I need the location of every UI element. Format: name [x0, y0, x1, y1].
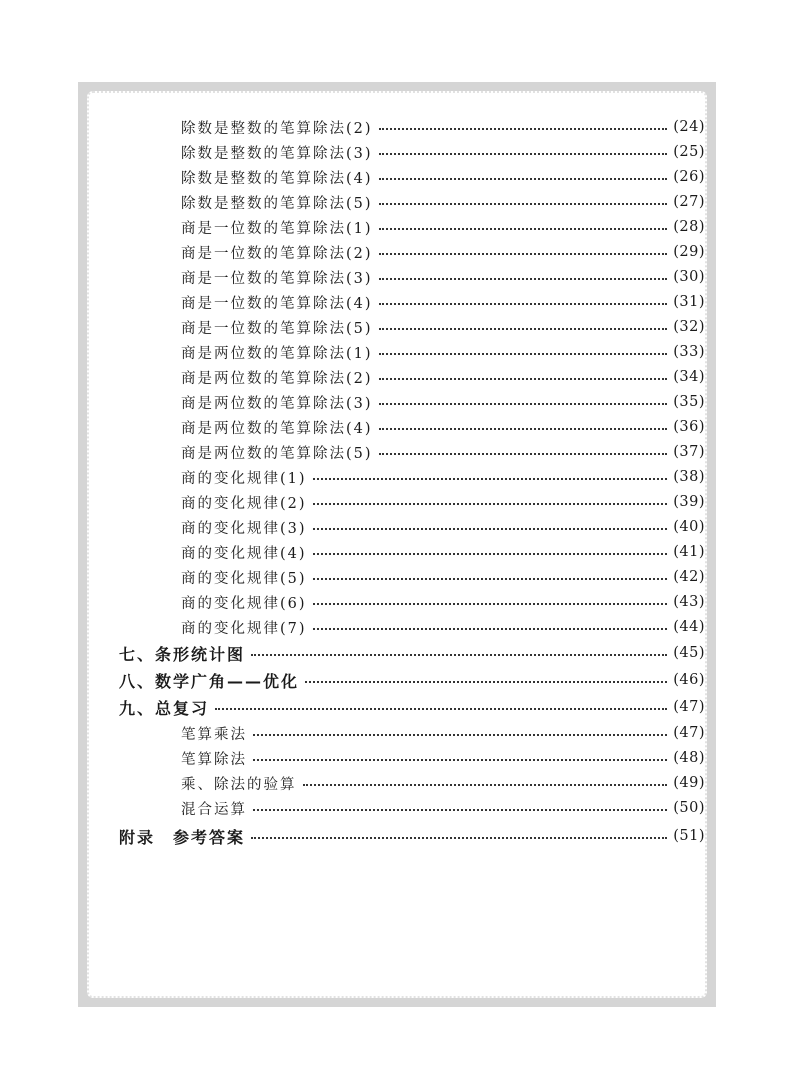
dot-leader: [379, 253, 668, 255]
toc-entry-title: 七、条形统计图: [119, 644, 246, 664]
dot-leader: [253, 734, 667, 736]
toc-entry-title: 商的变化规律(2): [181, 495, 307, 512]
toc-entry-title: 商是一位数的笔算除法(4): [181, 295, 373, 312]
toc-entry-title: 除数是整数的笔算除法(4): [181, 170, 373, 187]
dot-leader: [379, 278, 668, 280]
toc-entry-title: 笔算乘法: [181, 726, 247, 743]
toc-page-number: (42): [673, 569, 705, 585]
toc-page-number: (46): [673, 672, 705, 688]
dot-leader: [379, 328, 668, 330]
dot-leader: [379, 403, 668, 405]
toc-entry[interactable]: [181, 191, 705, 213]
toc-page-number: (44): [673, 619, 705, 635]
dot-leader: [379, 453, 668, 455]
toc-entry[interactable]: [181, 491, 705, 513]
toc-page-number: (51): [673, 828, 705, 844]
toc-page-number: (41): [673, 544, 705, 560]
dot-leader: [215, 708, 667, 710]
toc-entry[interactable]: [181, 772, 705, 794]
dot-leader: [379, 428, 668, 430]
dot-leader: [303, 784, 668, 786]
toc-page-number: (36): [673, 419, 705, 435]
dot-leader: [379, 228, 668, 230]
toc-entry[interactable]: [181, 316, 705, 338]
toc-entry[interactable]: [181, 797, 705, 819]
toc-page-number: (47): [673, 725, 705, 741]
toc-entry[interactable]: [181, 266, 705, 288]
toc-entry-title: 商是两位数的笔算除法(2): [181, 370, 373, 387]
toc-entry-title: 商是两位数的笔算除法(1): [181, 345, 373, 362]
toc-entry-title: 商的变化规律(5): [181, 570, 307, 587]
toc-page-number: (35): [673, 394, 705, 410]
toc-entry[interactable]: [181, 566, 705, 588]
toc-page-number: (37): [673, 444, 705, 460]
toc-entry[interactable]: [181, 391, 705, 413]
toc-entry-title: 商是两位数的笔算除法(3): [181, 395, 373, 412]
dot-leader: [379, 178, 668, 180]
dot-leader: [253, 759, 667, 761]
toc-entry[interactable]: [181, 516, 705, 538]
toc-page-number: (40): [673, 519, 705, 535]
toc-entry[interactable]: [181, 216, 705, 238]
dot-leader: [313, 603, 668, 605]
dot-leader: [253, 809, 667, 811]
dot-leader: [251, 654, 667, 656]
toc-entry-title: 商的变化规律(3): [181, 520, 307, 537]
toc-entry-title: 商是两位数的笔算除法(4): [181, 420, 373, 437]
dot-leader: [379, 128, 668, 130]
toc-page-number: (28): [673, 219, 705, 235]
toc-page-number: (24): [673, 119, 705, 135]
toc-entry-title: 商是一位数的笔算除法(3): [181, 270, 373, 287]
toc-entry-title: 笔算除法: [181, 751, 247, 768]
toc-entry-title: 商的变化规律(6): [181, 595, 307, 612]
dot-leader: [313, 628, 668, 630]
dot-leader: [379, 203, 668, 205]
toc-entry[interactable]: [181, 116, 705, 138]
toc-entry-title: 混合运算: [181, 801, 247, 818]
toc-page-number: (32): [673, 319, 705, 335]
toc-entry[interactable]: [181, 747, 705, 769]
toc-entry[interactable]: [181, 591, 705, 613]
dot-leader: [305, 681, 667, 683]
toc-entry-title: 商是一位数的笔算除法(2): [181, 245, 373, 262]
toc-page-number: (33): [673, 344, 705, 360]
toc-section-entry[interactable]: [119, 696, 705, 718]
dot-leader: [313, 528, 668, 530]
dot-leader: [379, 378, 668, 380]
toc-entry-title: 附录 参考答案: [119, 827, 246, 847]
toc-entry[interactable]: [181, 241, 705, 263]
toc-entry[interactable]: [181, 466, 705, 488]
toc-page-number: (49): [673, 775, 705, 791]
page-frame: [78, 82, 716, 1007]
toc-entry-title: 商的变化规律(4): [181, 545, 307, 562]
dot-leader: [313, 478, 668, 480]
toc-entry-title: 九、总复习: [119, 698, 210, 718]
toc-entry[interactable]: [181, 366, 705, 388]
toc-page-number: (29): [673, 244, 705, 260]
toc-entry[interactable]: [181, 616, 705, 638]
dot-leader: [379, 153, 668, 155]
dot-leader: [313, 578, 668, 580]
toc-page-number: (50): [673, 800, 705, 816]
toc-entry-title: 乘、除法的验算: [181, 776, 297, 793]
table-of-contents: [89, 93, 705, 996]
toc-entry[interactable]: [181, 441, 705, 463]
toc-entry-title: 商的变化规律(7): [181, 620, 307, 637]
toc-entry-title: 商是一位数的笔算除法(1): [181, 220, 373, 237]
toc-page-number: (27): [673, 194, 705, 210]
toc-entry-title: 除数是整数的笔算除法(2): [181, 120, 373, 137]
toc-entry[interactable]: [181, 722, 705, 744]
toc-entry-title: 商是一位数的笔算除法(5): [181, 320, 373, 337]
toc-entry-title: 八、数学广角——优化: [119, 671, 300, 691]
toc-page-number: (47): [673, 699, 705, 715]
toc-entry[interactable]: [181, 341, 705, 363]
toc-section-entry[interactable]: [119, 642, 705, 664]
paper-sheet: [87, 91, 707, 998]
toc-entry[interactable]: [181, 291, 705, 313]
dot-leader: [379, 303, 668, 305]
toc-entry-title: 除数是整数的笔算除法(3): [181, 145, 373, 162]
toc-page-number: (43): [673, 594, 705, 610]
toc-page-number: (30): [673, 269, 705, 285]
dot-leader: [313, 553, 668, 555]
toc-entry[interactable]: [181, 416, 705, 438]
toc-entry[interactable]: [181, 141, 705, 163]
toc-section-entry[interactable]: [119, 825, 705, 847]
toc-page-number: (34): [673, 369, 705, 385]
toc-page-number: (48): [673, 750, 705, 766]
toc-page-number: (38): [673, 469, 705, 485]
toc-entry-title: 除数是整数的笔算除法(5): [181, 195, 373, 212]
dot-leader: [251, 837, 667, 839]
toc-entry-title: 商的变化规律(1): [181, 470, 307, 487]
dot-leader: [313, 503, 668, 505]
toc-entry[interactable]: [181, 541, 705, 563]
dot-leader: [379, 353, 668, 355]
toc-entry[interactable]: [181, 166, 705, 188]
toc-page-number: (25): [673, 144, 705, 160]
toc-page-number: (39): [673, 494, 705, 510]
toc-entry-title: 商是两位数的笔算除法(5): [181, 445, 373, 462]
toc-section-entry[interactable]: [119, 669, 705, 691]
toc-page-number: (26): [673, 169, 705, 185]
toc-page-number: (31): [673, 294, 705, 310]
toc-page-number: (45): [673, 645, 705, 661]
